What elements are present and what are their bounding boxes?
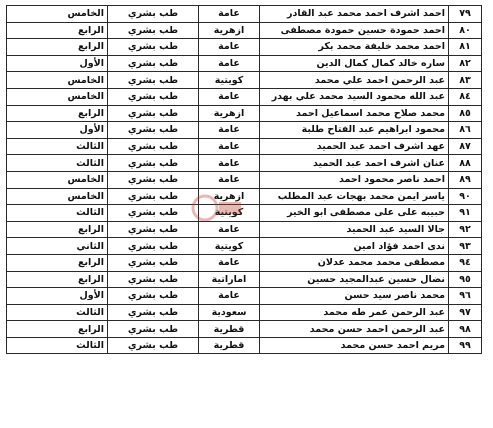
- table-row: [7, 188, 482, 205]
- cell-faculty: طب بشري: [108, 155, 199, 172]
- cell-faculty: طب بشري: [108, 304, 199, 321]
- cell-cert: عامة: [199, 138, 260, 155]
- cell-num: ٨٥: [449, 105, 482, 122]
- cell-name: ياسر ايمن محمد بهجات عبد المطلب: [260, 188, 449, 205]
- cell-cert: عامة: [199, 55, 260, 72]
- cell-num: ٩٢: [449, 221, 482, 238]
- cell-num: ٨٦: [449, 122, 482, 139]
- table-row: [7, 288, 482, 305]
- cell-faculty: طب بشري: [108, 6, 199, 23]
- table-row: [7, 238, 482, 255]
- cell-name: عهد اشرف احمد عبد الحميد: [260, 138, 449, 155]
- cell-year: الرابع: [7, 39, 108, 56]
- cell-cert: اماراتية: [199, 271, 260, 288]
- cell-num: ٨٩: [449, 171, 482, 188]
- cell-year: الرابع: [7, 321, 108, 338]
- cell-year: الخامس: [7, 72, 108, 89]
- cell-cert: ازهرية: [199, 22, 260, 39]
- cell-name: عبد الرحمن احمد علي محمد: [260, 72, 449, 89]
- cell-cert: عامة: [199, 155, 260, 172]
- cell-faculty: طب بشري: [108, 171, 199, 188]
- cell-year: الثالث: [7, 337, 108, 354]
- cell-name: جالا السيد عبد الحميد: [260, 221, 449, 238]
- cell-num: ٩٨: [449, 321, 482, 338]
- cell-cert: ازهرية: [199, 188, 260, 205]
- cell-faculty: طب بشري: [108, 205, 199, 222]
- cell-cert: عامة: [199, 6, 260, 23]
- cell-year: الثالث: [7, 138, 108, 155]
- cell-faculty: طب بشري: [108, 337, 199, 354]
- cell-num: ٩٣: [449, 238, 482, 255]
- cell-faculty: طب بشري: [108, 321, 199, 338]
- cell-faculty: طب بشري: [108, 88, 199, 105]
- cell-cert: سعودية: [199, 304, 260, 321]
- table-row: [7, 321, 482, 338]
- table-row: [7, 39, 482, 56]
- cell-faculty: طب بشري: [108, 122, 199, 139]
- cell-num: ٩٠: [449, 188, 482, 205]
- cell-num: ٩٤: [449, 254, 482, 271]
- cell-name: محمود ابراهيم عبد الفتاح طلبة: [260, 122, 449, 139]
- cell-year: الرابع: [7, 105, 108, 122]
- table-row: [7, 138, 482, 155]
- cell-faculty: طب بشري: [108, 22, 199, 39]
- cell-cert: كويتية: [199, 205, 260, 222]
- cell-num: ٨٨: [449, 155, 482, 172]
- roster-sheet: [6, 5, 486, 354]
- table-row: [7, 88, 482, 105]
- cell-name: مريم احمد حسن محمد: [260, 337, 449, 354]
- cell-year: الأول: [7, 55, 108, 72]
- cell-num: ٨٠: [449, 22, 482, 39]
- cell-faculty: طب بشري: [108, 105, 199, 122]
- cell-faculty: طب بشري: [108, 188, 199, 205]
- cell-name: احمد ناصر محمود احمد: [260, 171, 449, 188]
- cell-name: عبد الله محمود السيد محمد علي بهدر: [260, 88, 449, 105]
- table-row: [7, 337, 482, 354]
- cell-year: الأول: [7, 288, 108, 305]
- cell-name: حبيبه على على مصطفى ابو الخير: [260, 205, 449, 222]
- cell-name: مصطفى محمد محمد عدلان: [260, 254, 449, 271]
- cell-num: ٩٦: [449, 288, 482, 305]
- cell-name: ندى احمد فؤاد امين: [260, 238, 449, 255]
- cell-cert: عامة: [199, 88, 260, 105]
- students-table: [6, 5, 482, 354]
- cell-num: ٩٥: [449, 271, 482, 288]
- cell-num: ٧٩: [449, 6, 482, 23]
- cell-cert: عامة: [199, 254, 260, 271]
- cell-cert: قطرية: [199, 321, 260, 338]
- cell-cert: عامة: [199, 122, 260, 139]
- cell-faculty: طب بشري: [108, 254, 199, 271]
- table-row: [7, 205, 482, 222]
- cell-faculty: طب بشري: [108, 271, 199, 288]
- cell-num: ٩٧: [449, 304, 482, 321]
- cell-name: ساره خالد كمال كمال الدين: [260, 55, 449, 72]
- cell-year: الرابع: [7, 271, 108, 288]
- cell-num: ٩١: [449, 205, 482, 222]
- cell-year: الثالث: [7, 155, 108, 172]
- table-row: [7, 105, 482, 122]
- cell-num: ٨٢: [449, 55, 482, 72]
- cell-num: ٨٤: [449, 88, 482, 105]
- cell-name: محمد ناصر سيد حسن: [260, 288, 449, 305]
- cell-year: الرابع: [7, 22, 108, 39]
- cell-year: الرابع: [7, 254, 108, 271]
- cell-name: احمد محمد خليفة محمد بكر: [260, 39, 449, 56]
- cell-cert: كويتية: [199, 238, 260, 255]
- cell-num: ٨١: [449, 39, 482, 56]
- cell-faculty: طب بشري: [108, 221, 199, 238]
- table-row: [7, 122, 482, 139]
- cell-year: الثاني: [7, 238, 108, 255]
- cell-name: احمد اشرف احمد محمد عبد القادر: [260, 6, 449, 23]
- cell-year: الخامس: [7, 188, 108, 205]
- cell-num: ٨٧: [449, 138, 482, 155]
- cell-year: الثالث: [7, 304, 108, 321]
- cell-year: الخامس: [7, 171, 108, 188]
- cell-cert: عامة: [199, 221, 260, 238]
- cell-cert: ازهرية: [199, 105, 260, 122]
- table-row: [7, 171, 482, 188]
- cell-year: الخامس: [7, 88, 108, 105]
- cell-faculty: طب بشري: [108, 39, 199, 56]
- cell-year: الثالث: [7, 205, 108, 222]
- cell-cert: كويتية: [199, 72, 260, 89]
- cell-year: الأول: [7, 122, 108, 139]
- table-row: [7, 6, 482, 23]
- cell-faculty: طب بشري: [108, 138, 199, 155]
- students-table-body: [7, 6, 482, 354]
- table-row: [7, 221, 482, 238]
- cell-cert: عامة: [199, 171, 260, 188]
- cell-faculty: طب بشري: [108, 288, 199, 305]
- table-row: [7, 72, 482, 89]
- cell-year: الرابع: [7, 221, 108, 238]
- cell-year: الخامس: [7, 6, 108, 23]
- cell-num: ٩٩: [449, 337, 482, 354]
- cell-cert: قطرية: [199, 337, 260, 354]
- cell-faculty: طب بشري: [108, 55, 199, 72]
- cell-cert: عامة: [199, 39, 260, 56]
- cell-name: عبد الرحمن احمد حسن محمد: [260, 321, 449, 338]
- table-row: [7, 254, 482, 271]
- table-row: [7, 22, 482, 39]
- cell-name: عبد الرحمن عمر طه محمد: [260, 304, 449, 321]
- table-row: [7, 304, 482, 321]
- cell-faculty: طب بشري: [108, 238, 199, 255]
- cell-name: محمد صلاح محمد اسماعيل احمد: [260, 105, 449, 122]
- table-row: [7, 155, 482, 172]
- cell-num: ٨٣: [449, 72, 482, 89]
- table-row: [7, 271, 482, 288]
- table-row: [7, 55, 482, 72]
- cell-name: احمد حمودة حسين حمودة مصطفى: [260, 22, 449, 39]
- cell-name: عنان اشرف احمد عبد الحميد: [260, 155, 449, 172]
- cell-name: نضال حسين عبدالمجيد حسين: [260, 271, 449, 288]
- cell-faculty: طب بشري: [108, 72, 199, 89]
- cell-cert: عامة: [199, 288, 260, 305]
